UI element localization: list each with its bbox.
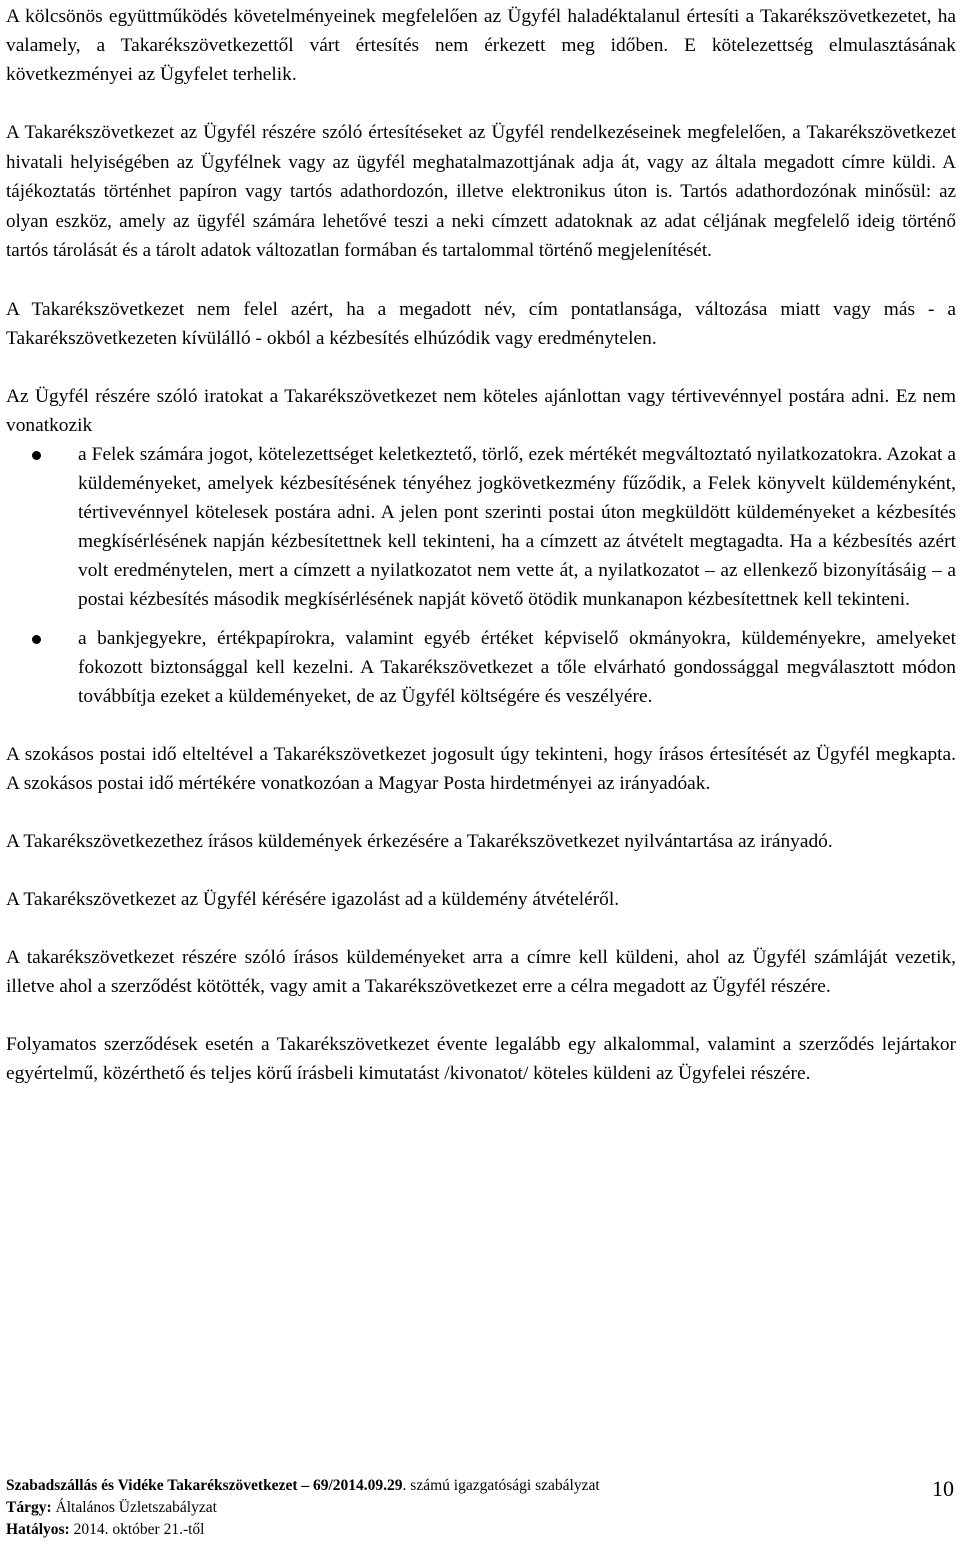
paragraph-liability: A Takarékszövetkezet nem felel azért, ha a megadott név, cím pontatlansága, változása miatt vagy más - a Takarékszövetkezeten kívülálló - okból a kézbesítés elhúzódik vagy eredménytelen. bbox=[6, 298, 956, 349]
footer-effective-label: Hatályos: bbox=[6, 1521, 70, 1538]
paragraph-address: A takarékszövetkezet részére szóló írásos küldeményeket arra a címre kell küldeni, ahol az Ügyfél számláját vezetik, illetve ahol a szerződést kötötték, vagy amit a Takarékszövetkezet erre a célra megadott az Ügyfél részére. bbox=[6, 946, 956, 997]
paragraph-statement: Folyamatos szerződések esetén a Takarékszövetkezet évente legalább egy alkalommal, valamint a szerződés lejártakor egyértelmű, közérthető és teljes körű írásbeli kimutatást /kivonatot/ köteles küldeni az Ügyfelei részére. bbox=[6, 1033, 956, 1084]
footer-subject bbox=[6, 1497, 956, 1519]
page-number: 10 bbox=[932, 1476, 954, 1501]
footer-effective-value: 2014. október 21.-től bbox=[69, 1521, 205, 1538]
footer-regulation bbox=[6, 1475, 956, 1497]
footer-regulation-rest: . számú igazgatósági szabályzat bbox=[402, 1477, 600, 1494]
list-item bbox=[6, 624, 956, 711]
paragraph-postal-time: A szokásos postai idő elteltével a Takarékszövetkezet jogosult úgy tekinteni, hogy írásos értesítését az Ügyfél megkapta. A szokásos postai idő mértékére vonatkozóan a Magyar Posta hirdetményei az irányadóak. bbox=[6, 743, 956, 794]
bullet-icon bbox=[32, 451, 41, 460]
document-body bbox=[6, 2, 956, 1088]
footer-effective bbox=[6, 1519, 956, 1541]
paragraph-notification-duty: A kölcsönös együttműködés követelményeinek megfelelően az Ügyfél haladéktalanul értesíti a Takarékszövetkezetet, ha valamely, a Takarékszövetkezettől várt értesítés nem érkezett meg időben. E kötelezettség elmulasztásának következményei az Ügyfelet terhelik. bbox=[6, 6, 956, 85]
list-item bbox=[6, 440, 956, 614]
paragraph-receipt: A Takarékszövetkezet az Ügyfél kérésére igazolást ad a küldemény átvételéről. bbox=[6, 888, 620, 910]
page-footer bbox=[6, 1475, 956, 1541]
list-item-text: a bankjegyekre, értékpapírokra, valamint egyéb értéket képviselő okmányokra, küldeményekre, amelyeket fokozott biztonsággal kell kezelni. A Takarékszövetkezet a tőle elvárható gondossággal megválasztott módon továbbítja ezeket a küldeményeket, de az Ügyfél költségére és veszélyére. bbox=[78, 627, 956, 707]
exception-list bbox=[6, 440, 956, 711]
footer-subject-label: Tárgy: bbox=[6, 1499, 52, 1516]
paragraph-notification-delivery: A Takarékszövetkezet az Ügyfél részére szóló értesítéseket az Ügyfél rendelkezéseinek megfelelően, a Takarékszövetkezet hivatali helyiségében az Ügyfélnek vagy az ügyfél meghatalmazottjának adja át, vagy az általa megadott címre küldi. A tájékoztatás történhet papíron vagy tartós adathordozón, illetve elektronikus úton is. Tartós adathordozónak minősül: az olyan eszköz, amely az ügyfél számára lehetővé teszi a neki címzett adatoknak az adat céljának megfelelő ideig történő tartós tárolását és a tárolt adatok változatlan formában és tartalommal történő megjelenítését. bbox=[6, 122, 956, 261]
footer-subject-value: Általános Üzletszabályzat bbox=[51, 1499, 217, 1516]
bullet-icon bbox=[32, 635, 41, 644]
paragraph-records: A Takarékszövetkezethez írásos küldemények érkezésére a Takarékszövetkezet nyilvántartása az irányadó. bbox=[6, 830, 833, 852]
footer-regulation-bold: Szabadszállás és Vidéke Takarékszövetkezet – 69/2014.09.29 bbox=[6, 1477, 403, 1494]
paragraph-registered-mail: Az Ügyfél részére szóló iratokat a Takarékszövetkezet nem köteles ajánlottan vagy tértivevénnyel postára adni. Ez nem vonatkozik bbox=[6, 385, 956, 436]
list-item-text: a Felek számára jogot, kötelezettséget keletkeztető, törlő, ezek mértékét megváltoztató nyilatkozatokra. Azokat a küldeményeket, amelyek kézbesítésének tényéhez jogkövetkezmény fűződik, a Felek könyvelt küldeményként, tértivevénnyel kötelesek postára adni. A jelen pont szerinti postai úton megküldött küldeményeket a kézbesítés megkísérlésének napján kézbesítettnek kell tekinteni, ha a címzett az átvételt megtagadta. Ha a kézbesítés azért volt eredménytelen, mert a címzett a nyilatkozatot nem vette át, a nyilatkozatot – az ellenkező bizonyításáig – a postai kézbesítés második megkísérlésének napját követő ötödik munkanapon kézbesítettnek kell tekinteni. bbox=[78, 443, 956, 610]
